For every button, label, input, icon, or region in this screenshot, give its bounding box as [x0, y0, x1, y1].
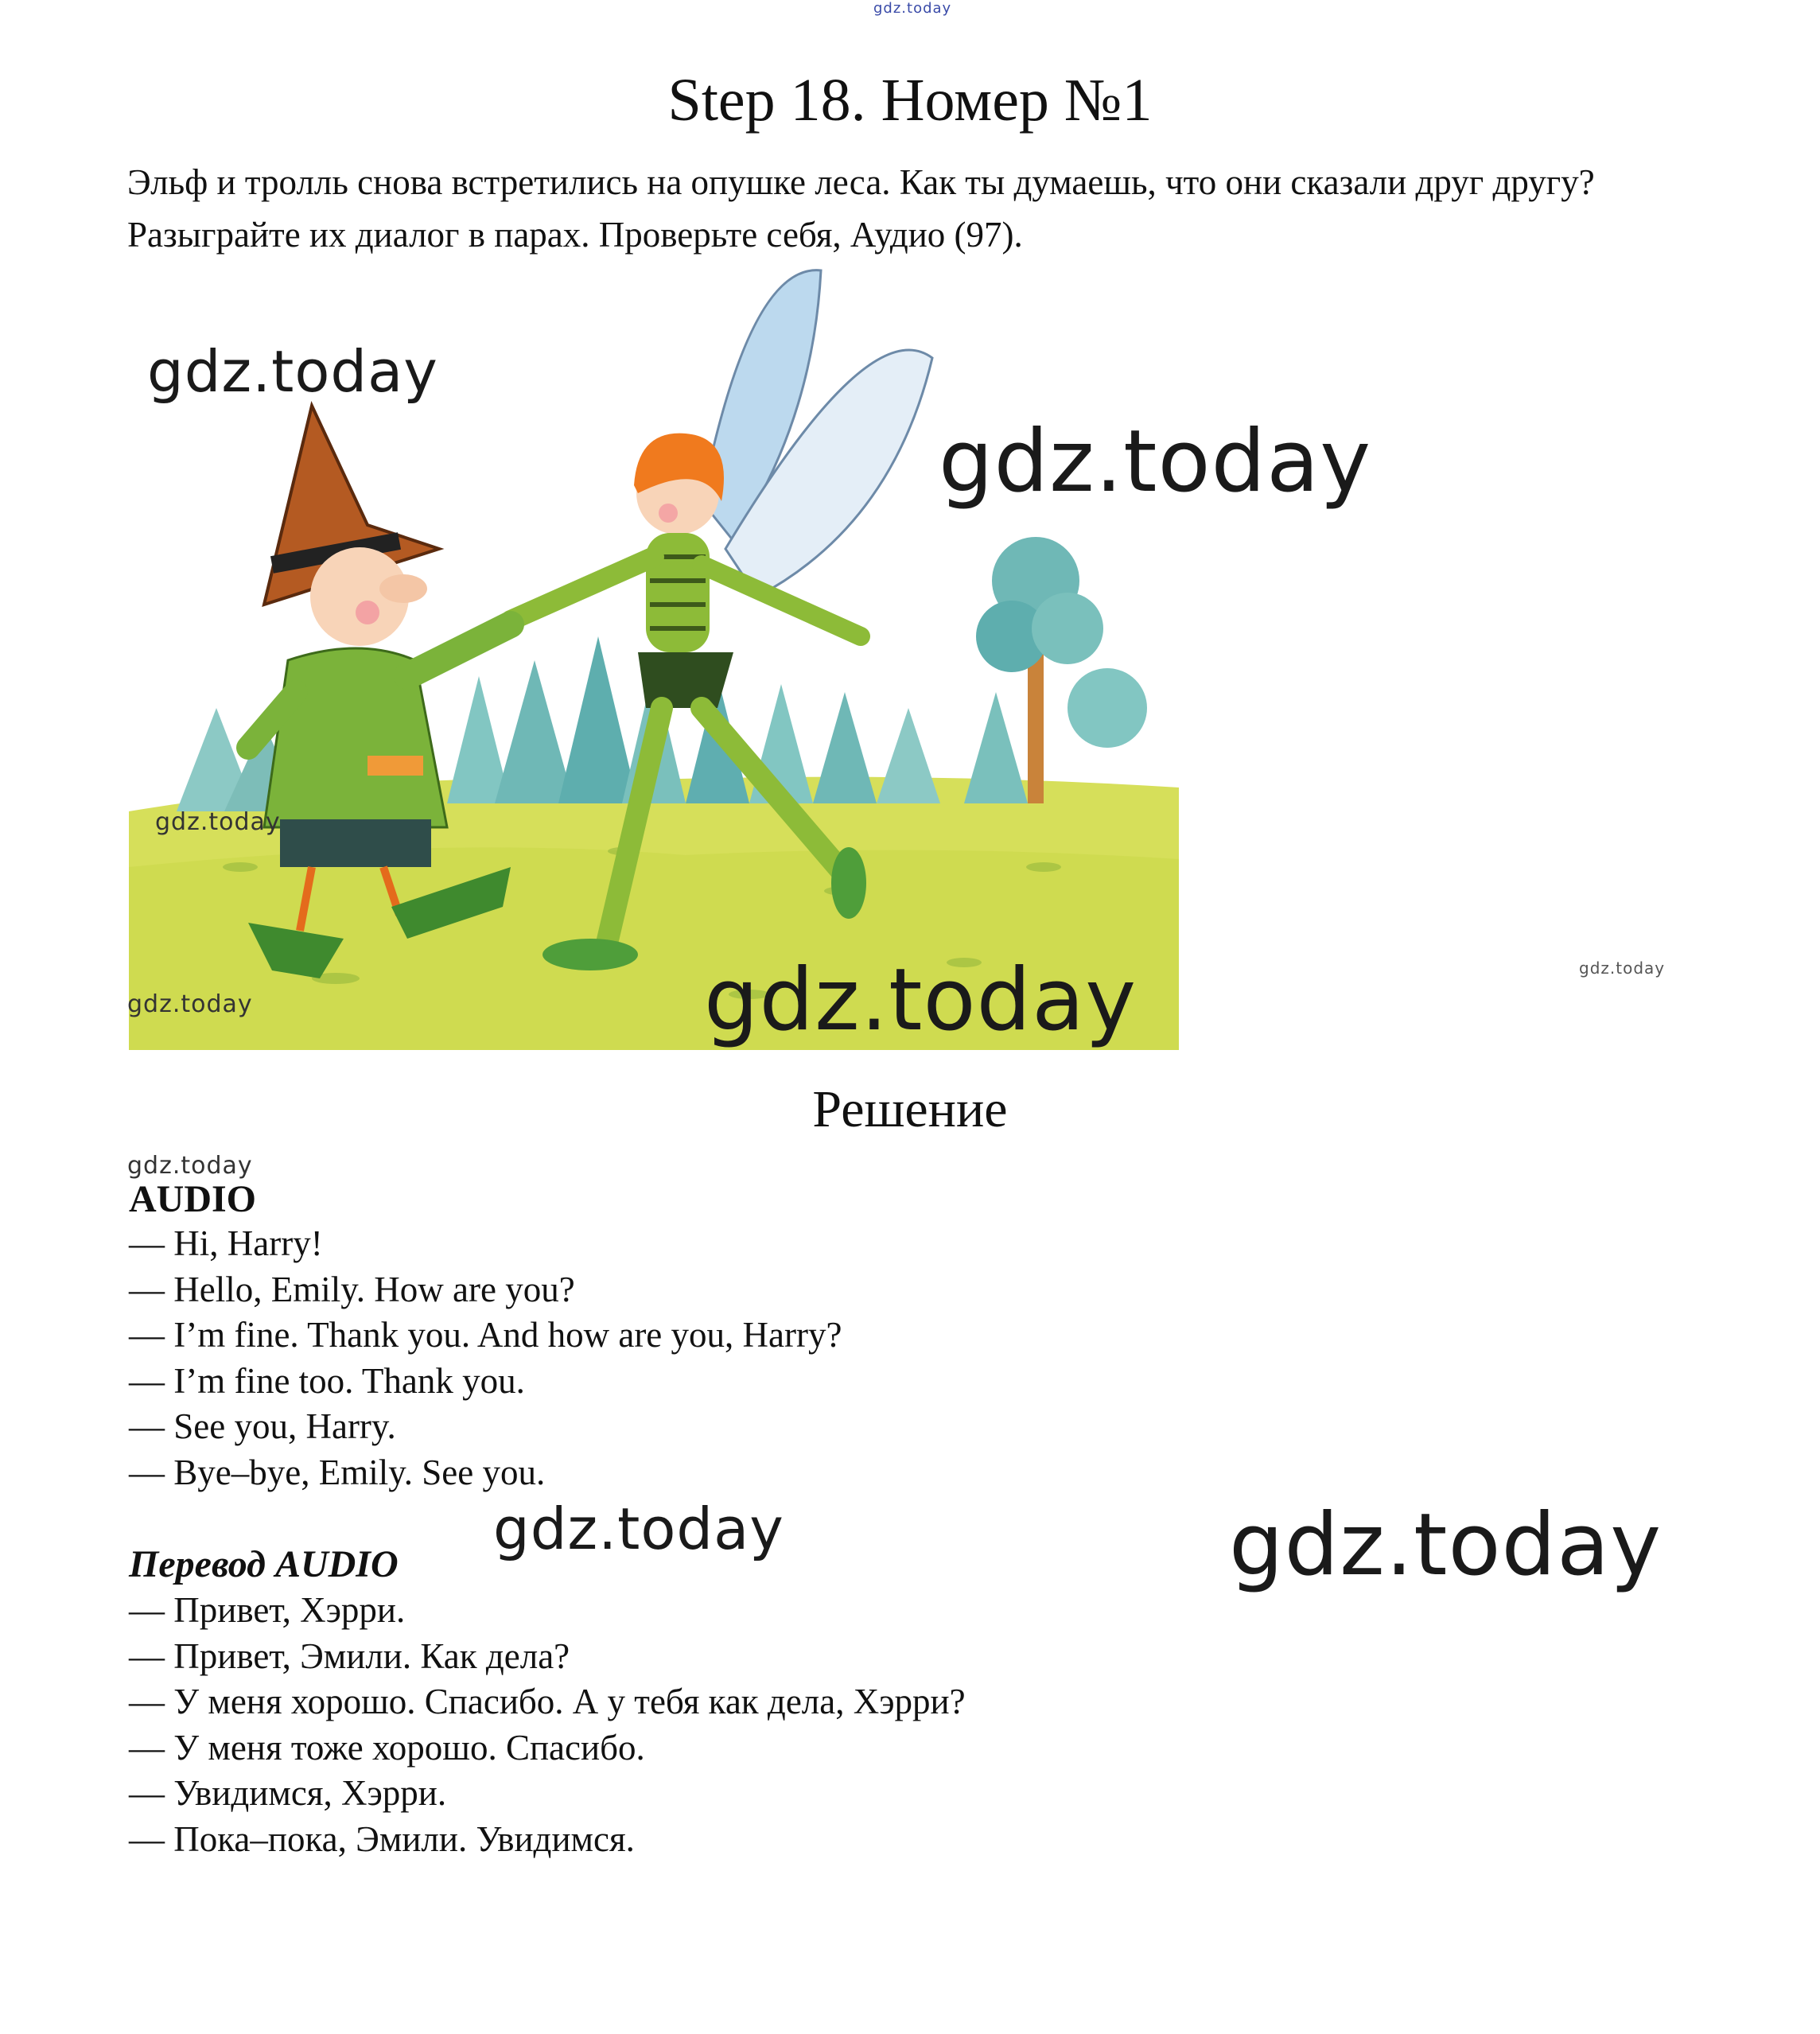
- watermark: gdz.today: [127, 1152, 253, 1180]
- dialog-line: — I’m fine. Thank you. And how are you, Harry?: [129, 1315, 842, 1355]
- dialog-line: — Hello, Emily. How are you?: [129, 1269, 575, 1309]
- dialog-line: — Привет, Хэрри.: [129, 1590, 406, 1630]
- dialog-line: — Увидимся, Хэрри.: [129, 1773, 447, 1813]
- dialog-line: — У меня хорошо. Спасибо. А у тебя как дела, Хэрри?: [129, 1682, 966, 1721]
- audio-dialog: [129, 1221, 842, 1495]
- watermark: gdz.today: [1579, 959, 1666, 978]
- audio-label: AUDIO: [129, 1178, 257, 1220]
- watermark: gdz.today: [493, 1495, 784, 1562]
- dialog-line: — Hi, Harry!: [129, 1223, 323, 1263]
- dialog-line: — I’m fine too. Thank you.: [129, 1360, 525, 1401]
- dialog-line: — Привет, Эмили. Как дела?: [129, 1635, 570, 1676]
- watermark: gdz.today: [939, 412, 1372, 511]
- task-description: Эльф и тролль снова встретились на опушке леса. Как ты думаешь, что они сказали друг другу? Разыграйте их диалог в парах. Проверьте себя, Аудио (97).: [127, 162, 1595, 255]
- page-title: Step 18. Номер №1: [667, 67, 1153, 134]
- watermark: gdz.today: [147, 338, 438, 405]
- translation-dialog: [129, 1588, 966, 1862]
- solution-heading: Решение: [812, 1080, 1008, 1138]
- watermark: gdz.today: [1229, 1495, 1662, 1595]
- translation-label: Перевод AUDIO: [129, 1543, 399, 1585]
- watermark: gdz.today: [704, 951, 1138, 1050]
- dialog-line: — У меня тоже хорошо. Спасибо.: [129, 1727, 645, 1768]
- watermark-top: gdz.today: [873, 0, 952, 17]
- dialog-line: — Пока–пока, Эмили. Увидимся.: [129, 1818, 635, 1859]
- watermark: gdz.today: [155, 808, 281, 836]
- watermark: gdz.today: [127, 990, 253, 1018]
- dialog-line: — Bye–bye, Emily. See you.: [129, 1452, 546, 1492]
- dialog-line: — See you, Harry.: [129, 1406, 396, 1446]
